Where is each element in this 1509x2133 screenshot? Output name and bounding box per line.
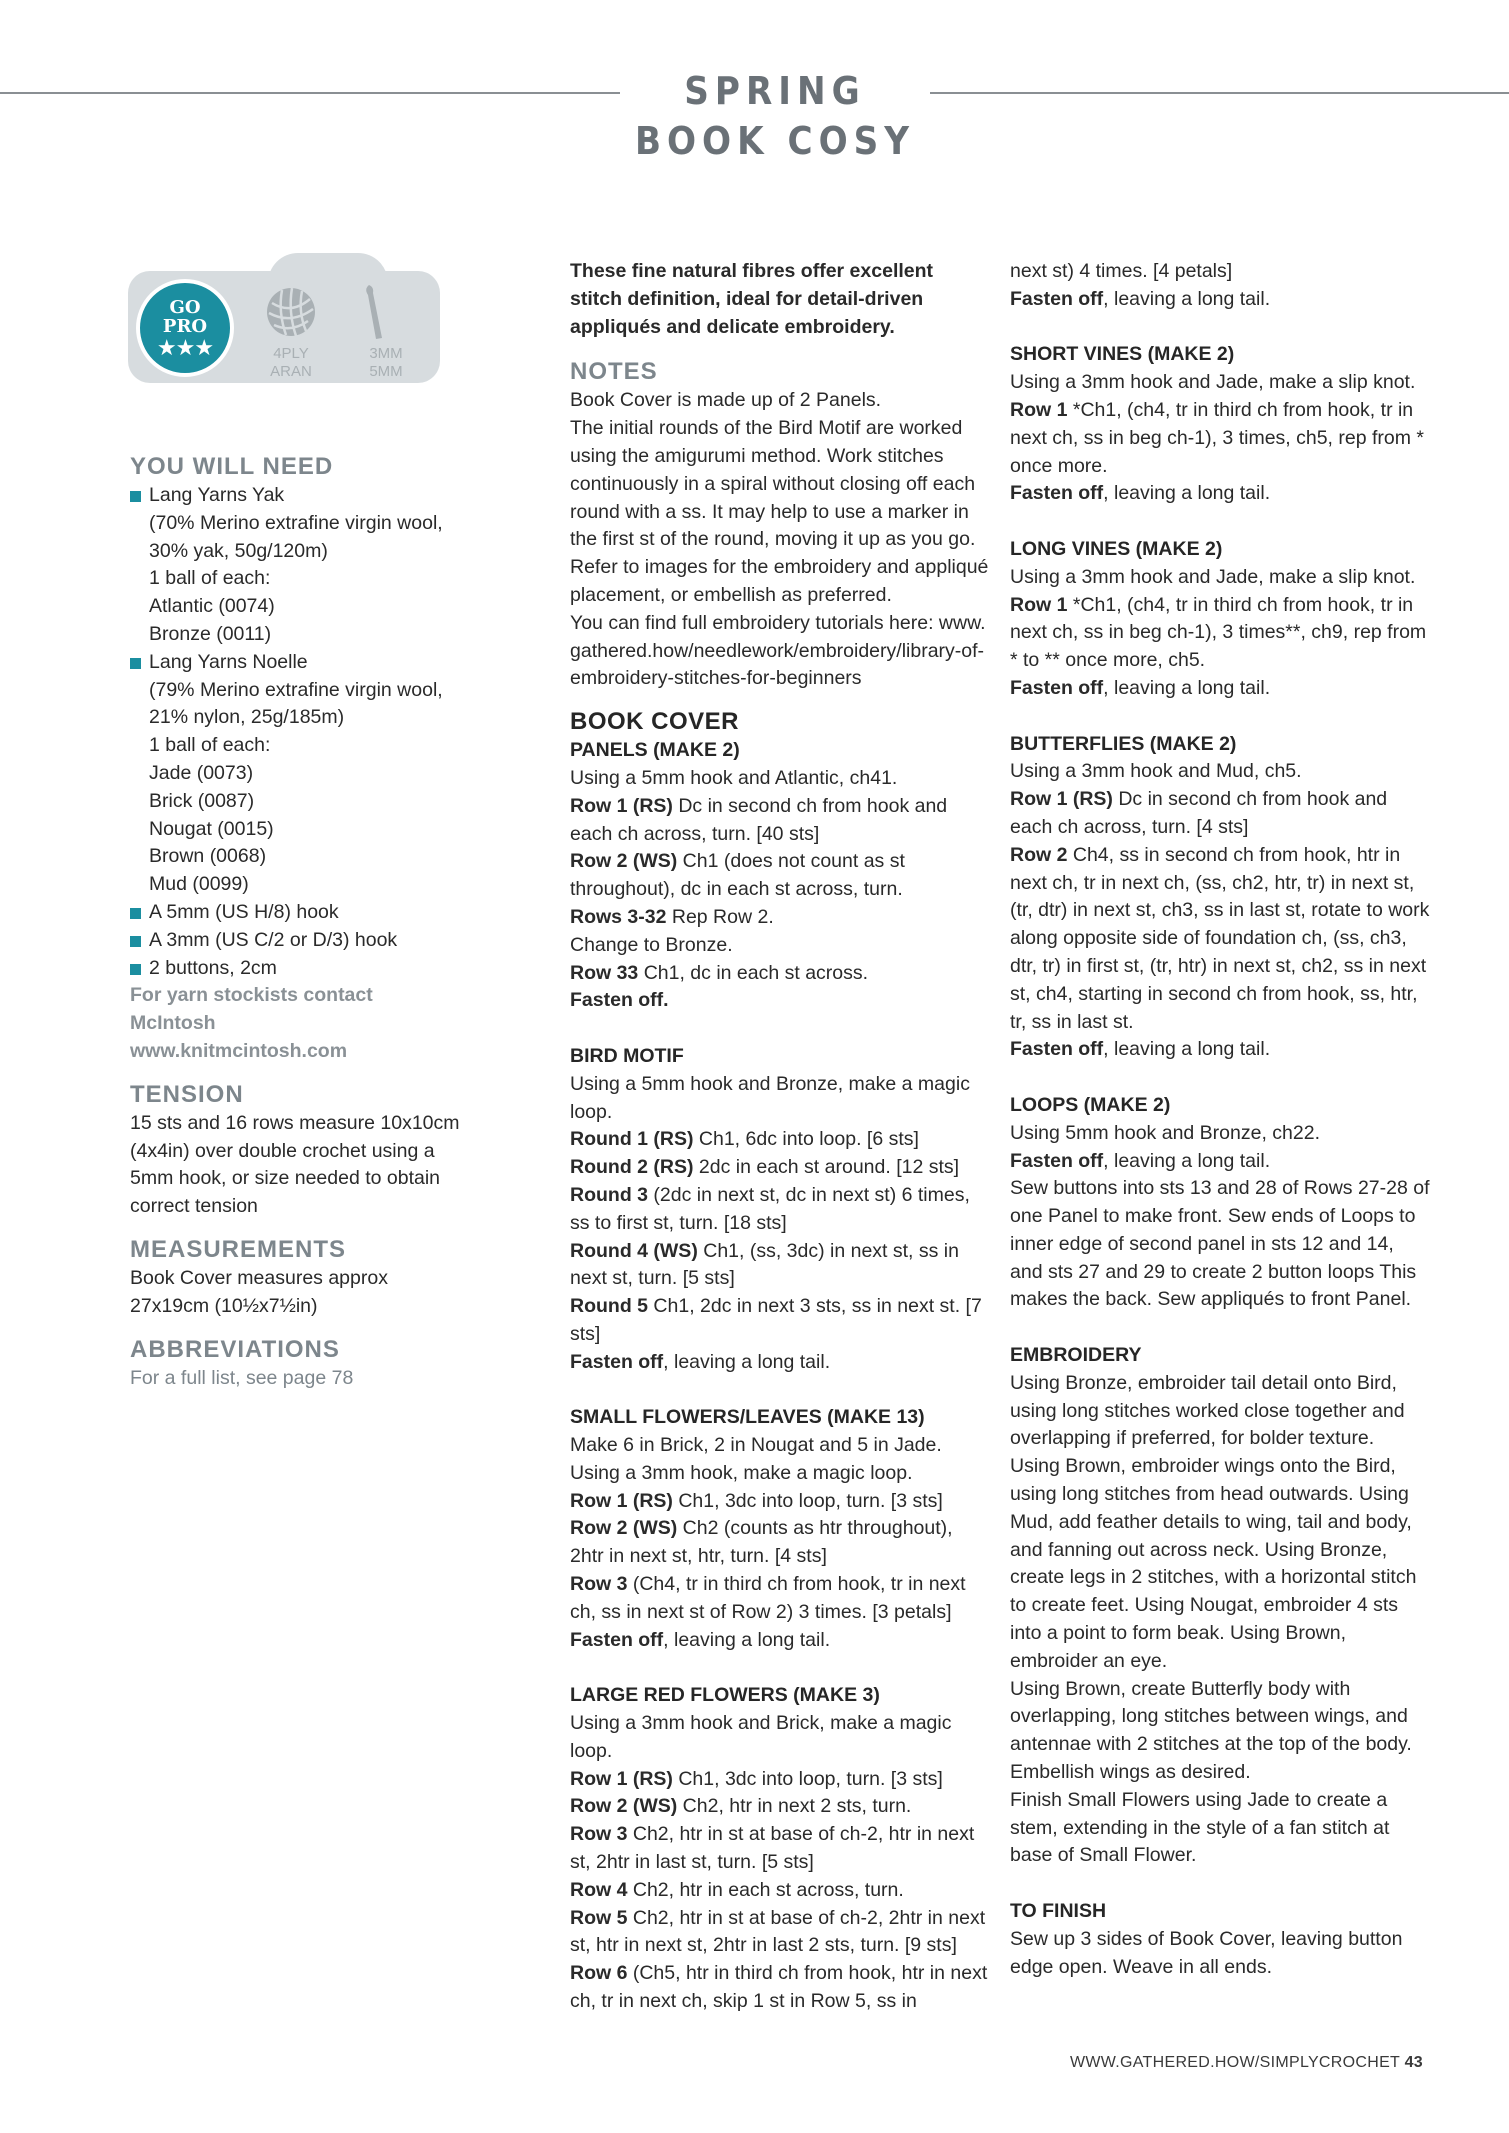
bullet-square-icon [130,658,141,669]
fasten-off: Fasten off, leaving a long tail. [570,1628,831,1651]
fasten-off: Fasten off. [570,989,669,1012]
yarn1-colour: Atlantic (0074) [149,595,275,618]
instruction-row: Round 1 (RS) Ch1, 6dc into loop. [6 sts] [570,1128,919,1151]
instruction: Using 5mm hook and Bronze, ch22. [1010,1121,1321,1144]
yarn2-description: (79% Merino extrafine virgin wool, 21% nylon, 25g/185m) [149,678,443,729]
instruction-row: Round 4 (WS) Ch1, (ss, 3dc) in next st, ss in next st, turn. [5 sts] [570,1239,959,1290]
bird-motif-heading: BIRD MOTIF [570,1044,684,1067]
instruction: Sew buttons into sts 13 and 28 of Rows 27-28 of one Panel to make front. Sew ends of Loops to inner edge of second panel in sts 12 and 14, and sts 27 and 29 to create 2 button loops This makes the back. Sew appliqués to front Panel. [1010,1177,1430,1311]
hook-size-line1: 3MM [369,345,403,362]
fasten-off: Fasten off, leaving a long tail. [1010,1038,1271,1061]
you-will-need-heading: YOU WILL NEED [130,453,334,480]
butterflies-heading: BUTTERFLIES (MAKE 2) [1010,732,1237,755]
instruction-row: Row 4 Ch2, htr in each st across, turn. [570,1878,904,1901]
page-footer [1070,2054,1423,2072]
hook2-item: A 3mm (US C/2 or D/3) hook [130,927,460,955]
loops-heading: LOOPS (MAKE 2) [1010,1093,1171,1116]
bullet-square-icon [130,936,141,947]
instruction-row: Row 3 Ch2, htr in st at base of ch-2, htr in next st, 2htr in last st, turn. [5 sts] [570,1823,975,1874]
instruction-row: Row 2 (WS) Ch1 (does not count as st throughout), dc in each st across, turn. [570,850,905,901]
fasten-off: Fasten off, leaving a long tail. [1010,676,1271,699]
header-rule-left [0,92,620,94]
yarn-weight-line2: ARAN [270,363,312,380]
notes-text: You can find full embroidery tutorials here: www.gathered.how/needlework/embroidery/library-of-embroidery-stitches-for-beginners [570,611,986,690]
instruction-row: Round 2 (RS) 2dc in each st around. [12 sts] [570,1156,960,1179]
page-number: 43 [1404,2054,1423,2071]
instruction-row: Row 1 (RS) Dc in second ch from hook and each ch across, turn. [4 sts] [1010,788,1388,838]
embroidery-text: Finish Small Flowers using Jade to create a stem, extending in the style of a fan stitch at base of Small Flower. [1010,1788,1390,1867]
fasten-off: Fasten off, leaving a long tail. [1010,482,1271,505]
instruction-row: Row 3 (Ch4, tr in third ch from hook, tr in next ch, ss in next st of Row 2) 3 times. [3 petals] [570,1573,966,1623]
yarn-ball-icon [264,285,318,339]
fasten-off: Fasten off, leaving a long tail. [570,1350,831,1373]
crochet-hook-icon [360,283,388,343]
stockists-note: For yarn stockists contact McIntosh [130,984,373,1035]
bullet-square-icon [130,908,141,919]
instruction: Make 6 in Brick, 2 in Nougat and 5 in Jade. [570,1434,942,1457]
instruction: Using a 3mm hook and Mud, ch5. [1010,760,1302,783]
instruction-row: Round 5 Ch1, 2dc in next 3 sts, ss in next st. [7 sts] [570,1295,982,1345]
short-vines-heading: SHORT VINES (MAKE 2) [1010,343,1235,366]
yarn2-colour: Nougat (0015) [149,817,274,840]
skill-stars: ★★★ [156,336,214,361]
finish-text: Sew up 3 sides of Book Cover, leaving button edge open. Weave in all ends. [1010,1927,1403,1978]
instruction-row: Row 1 (RS) Ch1, 3dc into loop, turn. [3 sts] [570,1767,943,1790]
instruction-row: Row 33 Ch1, dc in each st across. [570,961,869,984]
tension-heading: TENSION [130,1080,244,1108]
notes-text: Book Cover is made up of 2 Panels. [570,389,882,412]
bullet-square-icon [130,964,141,975]
instruction-row: Row 1 (RS) Ch1, 3dc into loop, turn. [3 sts] [570,1489,943,1512]
stockists-link[interactable]: www.knitmcintosh.com [130,1039,348,1062]
yarn2-colour: Jade (0073) [149,761,254,784]
long-vines-heading: LONG VINES (MAKE 2) [1010,537,1223,560]
instruction-row: Round 3 (2dc in next st, dc in next st) 6 times, ss to first st, turn. [18 sts] [570,1183,970,1234]
skill-level-line2: PRO [162,316,208,337]
embroidery-heading: EMBROIDERY [1010,1344,1142,1367]
instruction-row: Row 1 *Ch1, (ch4, tr in third ch from hook, tr in next ch, ss in beg ch-1), 3 times, ch5, rep from * once more. [1010,398,1425,477]
instruction: Using a 3mm hook and Jade, make a slip knot. [1010,371,1416,394]
materials-column [130,452,460,1392]
yarn2-colour: Brown (0068) [149,845,267,868]
yarn1-ball-note: 1 ball of each: [149,567,271,590]
large-flowers-heading: LARGE RED FLOWERS (MAKE 3) [570,1684,880,1707]
pattern-column-3 [1010,258,1430,1981]
instruction: Using a 3mm hook and Jade, make a slip knot. [1010,565,1416,588]
measurements-text: Book Cover measures approx 27x19cm (10½x7½in) [130,1266,388,1317]
instruction-row: Row 2 (WS) Ch2, htr in next 2 sts, turn. [570,1795,912,1818]
instruction: Using a 5mm hook and Bronze, make a magic loop. [570,1072,970,1123]
bullet-square-icon [130,491,141,502]
embroidery-text: Using Brown, embroider wings onto the Bird, using long stitches from head outwards. Using Mud, add feather details to wing, tail and body, and fanning out across neck. Using Bronze, create legs in 2 stitches, with a horizontal stitch to create feet. Using Nougat, embroider 4 sts into a point to form beak. Using Brown, embroider an eye. [1010,1455,1417,1672]
to-finish-heading: TO FINISH [1010,1900,1107,1923]
book-cover-heading: BOOK COVER [570,708,740,736]
instruction-row: Row 1 *Ch1, (ch4, tr in third ch from hook, tr in next ch, ss in beg ch-1), 3 times**, ch9, rep from * to ** once more, ch5. [1010,593,1427,672]
hook-size-line2: 5MM [369,363,403,380]
abbreviations-text: For a full list, see page 78 [130,1366,354,1389]
intro-text: These fine natural fibres offer excellent stitch definition, ideal for detail-driven appliqués and delicate embroidery. [570,260,934,338]
yarn2-ball-note: 1 ball of each: [149,734,271,757]
embroidery-text: Using Brown, create Butterfly body with overlapping, long stitches between wings, and antennae with 2 stitches at the top of the body. Embellish wings as desired. [1010,1677,1412,1784]
instruction-row: Row 2 Ch4, ss in second ch from hook, htr in next ch, tr in next ch, (ss, ch2, htr, tr) in next st, (tr, dtr) in next st, ch3, ss in last st, rotate to work along opposite side of foundation ch, (ss, ch3, dtr, tr) in first st, (tr, htr) in next st, ch2, ss in next st, ch4, starting in second ch from hook, ss, htr, tr, ss in last st. [1010,843,1430,1033]
fasten-off: Fasten off, leaving a long tail. [1010,287,1271,310]
instruction-row: Row 2 (WS) Ch2 (counts as htr throughout), 2htr in next st, htr, turn. [4 sts] [570,1517,953,1568]
notes-text: Refer to images for the embroidery and appliqué placement, or embellish as preferred. [570,556,989,606]
skill-badge [128,253,440,401]
header-rule-right [930,92,1509,94]
hook1-item: A 5mm (US H/8) hook [130,899,460,927]
yarn2-colour: Brick (0087) [149,789,255,812]
instruction-row: Row 5 Ch2, htr in st at base of ch-2, 2htr in next st, htr in next st, 2htr in last 2 sts, turn. [9 sts] [570,1906,986,1957]
measurements-heading: MEASUREMENTS [130,1235,347,1263]
yarn2-item: Lang Yarns Noelle [130,649,460,677]
instruction: Change to Bronze. [570,933,733,956]
tension-text: 15 sts and 16 rows measure 10x10cm (4x4in) over double crochet using a 5mm hook, or size needed to obtain correct tension [130,1111,460,1218]
instruction: Using a 3mm hook, make a magic loop. [570,1461,913,1484]
yarn2-colour: Mud (0099) [149,873,249,896]
notes-text: The initial rounds of the Bird Motif are worked using the amigurumi method. Work stitches continuously in a spiral without closing off each round with a ss. It may help to use a marker in the first st of the round, moving it up as you go. [570,417,976,551]
skill-level-circle [136,279,234,377]
yarn1-item: Lang Yarns Yak [130,482,460,510]
page-title: SPRING BOOK COSY [634,69,916,163]
pattern-column-2 [570,258,990,2016]
notes-heading: NOTES [570,358,658,386]
yarn1-colour: Bronze (0011) [149,622,272,645]
instruction-row: Row 6 (Ch5, htr in third ch from hook, htr in next ch, tr in next ch, skip 1 st in Row 5, ss in [570,1962,988,2013]
instruction-row: Rows 3-32 Rep Row 2. [570,905,774,928]
yarn1-description: (70% Merino extrafine virgin wool, 30% yak, 50g/120m) [149,511,443,562]
small-flowers-heading: SMALL FLOWERS/LEAVES (MAKE 13) [570,1406,925,1429]
instruction: Using a 3mm hook and Brick, make a magic loop. [570,1712,952,1762]
instruction: Using a 5mm hook and Atlantic, ch41. [570,766,898,789]
buttons-item: 2 buttons, 2cm [130,955,460,983]
fasten-off: Fasten off, leaving a long tail. [1010,1149,1271,1172]
instruction: next st) 4 times. [4 petals] [1010,260,1233,282]
yarn-weight-line1: 4PLY [273,345,309,362]
panels-heading: PANELS (MAKE 2) [570,739,740,762]
skill-level-line1: GO [169,297,201,318]
abbreviations-heading: ABBREVIATIONS [130,1335,340,1363]
instruction-row: Row 1 (RS) Dc in second ch from hook and each ch across, turn. [40 sts] [570,794,948,845]
embroidery-text: Using Bronze, embroider tail detail onto Bird, using long stitches worked close together and overlapping if preferred, for bolder texture. [1010,1371,1405,1450]
footer-url[interactable]: WWW.GATHERED.HOW/SIMPLYCROCHET [1069,2054,1400,2071]
